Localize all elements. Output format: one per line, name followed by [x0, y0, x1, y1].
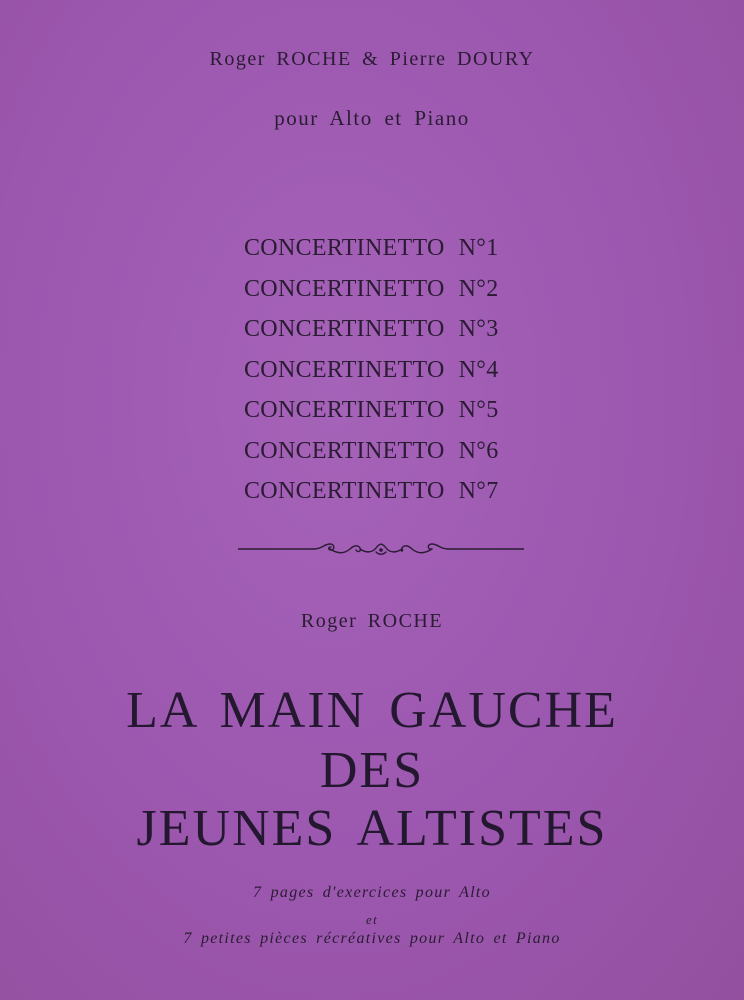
- concertino-title: CONCERTINETTO: [244, 397, 445, 423]
- concertino-title: CONCERTINETTO: [244, 478, 445, 504]
- concertino-item: [244, 309, 499, 350]
- author-last-name: ROCHE: [367, 610, 444, 632]
- subtitle-line-3: 7 petites pièces récréatives pour Alto et Piano: [183, 930, 561, 947]
- concertino-item: [244, 471, 499, 512]
- concertino-number: N°3: [458, 316, 499, 342]
- author2-first-name: Pierre: [389, 48, 447, 70]
- instrumentation: pour Alto et Piano: [274, 106, 470, 130]
- main-title-line-1: LA MAIN GAUCHE: [126, 682, 618, 739]
- concertino-number: N°5: [458, 397, 499, 423]
- authors-line: [0, 48, 744, 71]
- concertino-title: CONCERTINETTO: [244, 437, 445, 464]
- ampersand: &: [362, 48, 380, 70]
- concertino-item: [244, 350, 499, 391]
- concertino-title: CONCERTINETTO: [244, 356, 445, 383]
- concertino-title: CONCERTINETTO: [244, 316, 445, 342]
- author1-last-name: ROCHE: [276, 48, 352, 70]
- subtitle-line-2: et: [366, 912, 378, 927]
- concertino-number: N°4: [458, 356, 499, 383]
- concertino-number: N°1: [458, 235, 499, 261]
- concertino-item: [244, 431, 499, 472]
- flourish-divider-icon: [238, 538, 524, 560]
- concertino-list: [244, 228, 499, 512]
- concertino-number: N°6: [458, 437, 499, 464]
- concertino-title: CONCERTINETTO: [244, 235, 445, 261]
- concertino-item: [244, 228, 499, 269]
- main-title-line-3: JEUNES ALTISTES: [136, 800, 608, 857]
- author2-last-name: DOURY: [457, 48, 535, 70]
- concertino-number: N°2: [458, 275, 499, 302]
- author-first-name: Roger: [300, 610, 358, 632]
- subtitle-line-1: 7 pages d'exercices pour Alto: [253, 884, 491, 901]
- concertino-number: N°7: [458, 478, 499, 504]
- concertino-item: [244, 390, 499, 431]
- concertino-item: [244, 269, 499, 310]
- second-work-author: [0, 610, 744, 633]
- concertino-title: CONCERTINETTO: [244, 275, 445, 302]
- author1-first-name: Roger: [209, 48, 266, 70]
- main-title-line-2: DES: [319, 742, 425, 799]
